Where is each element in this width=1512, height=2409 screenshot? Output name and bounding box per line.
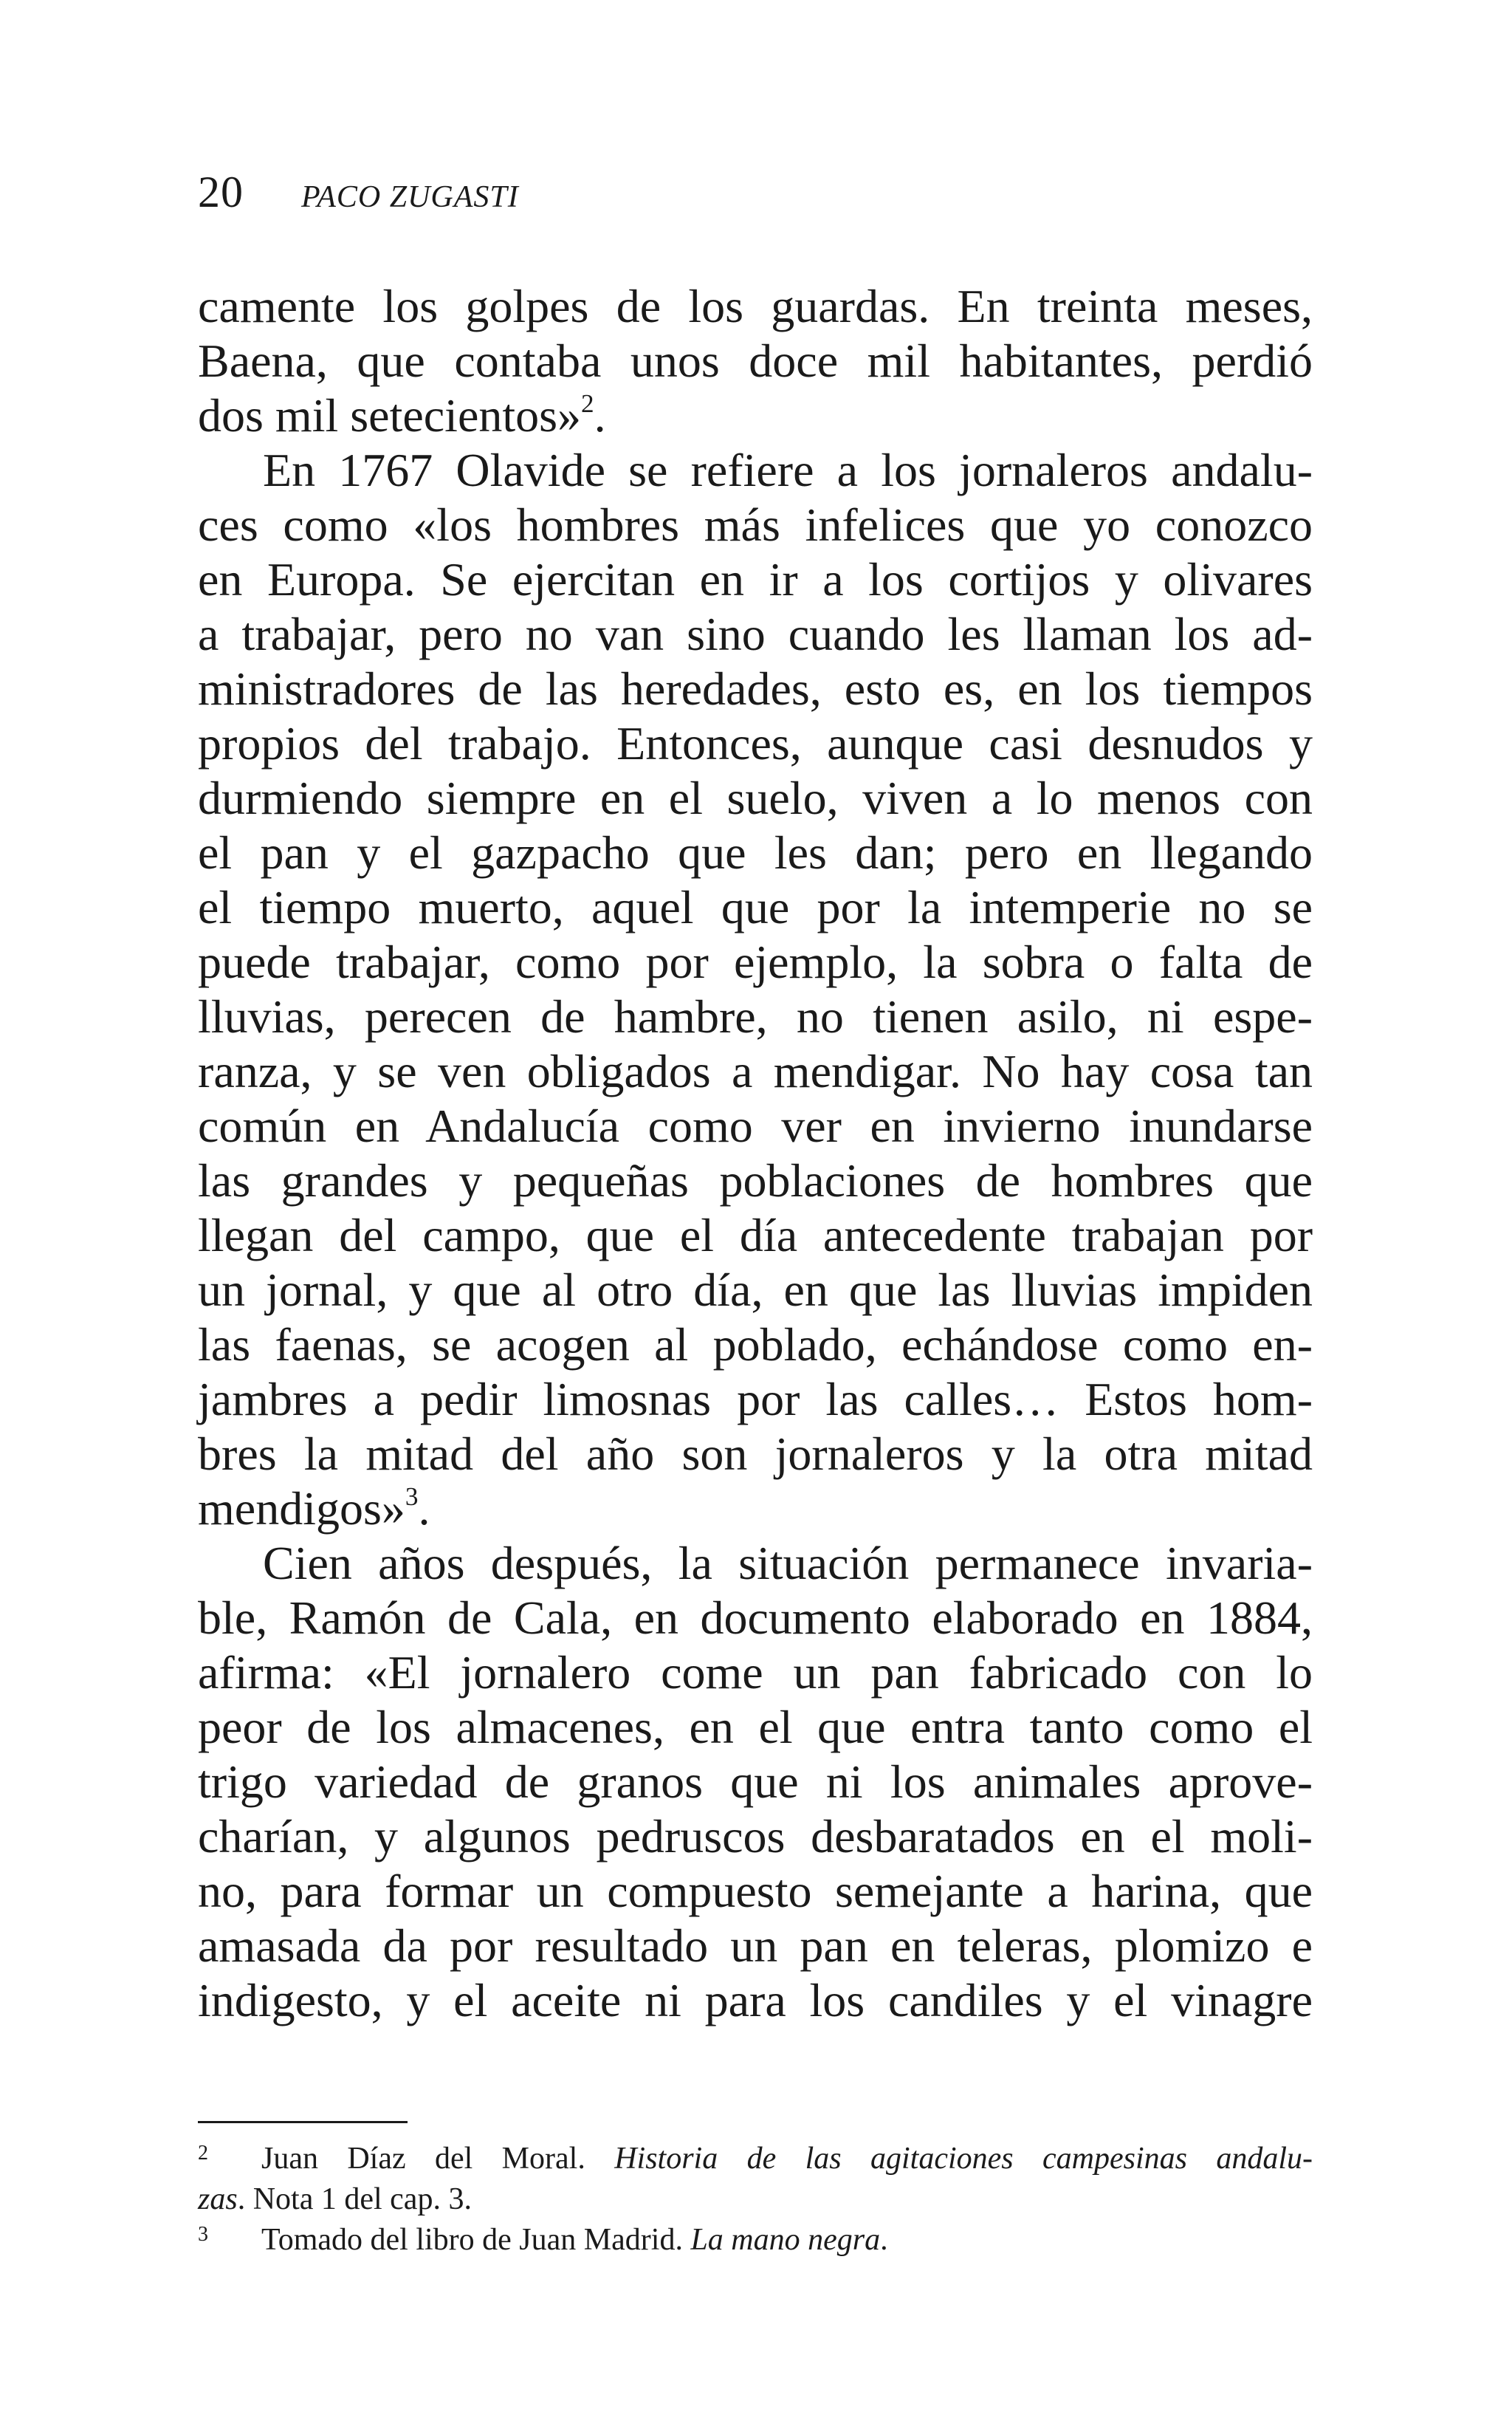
footnote-2-line-1 <box>198 2139 1313 2179</box>
text-line: ble, Ramón de Cala, en documento elaborado en 1884, <box>198 1591 1313 1644</box>
footnote-ref: 3 <box>405 1482 419 1512</box>
footnotes <box>198 2139 1313 2261</box>
text-line: puede trabajar, como por ejemplo, la sobra o falta de <box>198 936 1313 988</box>
text-line: peor de los almacenes, en el que entra tanto como el <box>198 1701 1313 1753</box>
text-line: ranza, y se ven obligados a mendigar. No hay cosa tan <box>198 1045 1313 1097</box>
footnote-title: La mano negra <box>690 2223 881 2257</box>
text-line: las grandes y pequeñas poblaciones de hombres que <box>198 1154 1313 1207</box>
text-line: bres la mitad del año son jornaleros y la otra mitad <box>198 1428 1313 1480</box>
text-line: llegan del campo, que el día antecedente trabajan por <box>198 1209 1313 1261</box>
footnote-text: Tomado del libro de Juan Madrid. <box>261 2223 691 2257</box>
text-segment: mendigos» <box>198 1482 405 1535</box>
text-line: en Europa. Se ejercitan en ir a los cortijos y olivares <box>198 553 1313 606</box>
footnote-number: 3 <box>198 2223 208 2246</box>
text-line: camente los golpes de los guardas. En treinta meses, <box>198 280 1313 332</box>
text-line: el pan y el gazpacho que les dan; pero en llegando <box>198 826 1313 879</box>
text-line: ministradores de las heredades, esto es, en los tiempos <box>198 662 1313 715</box>
text-line: jambres a pedir limosnas por las calles… Estos hom- <box>198 1373 1313 1425</box>
text-line: ces como «los hombres más infelices que yo conozco <box>198 498 1313 551</box>
text-line: común en Andalucía como ver en invierno inundarse <box>198 1100 1313 1152</box>
text-line: un jornal, y que al otro día, en que las lluvias impiden <box>198 1264 1313 1316</box>
page-number: 20 <box>198 168 244 216</box>
text-line: no, para formar un compuesto semejante a harina, que <box>198 1865 1313 1917</box>
text-line: trigo variedad de granos que ni los animales aprove- <box>198 1755 1313 1808</box>
text-line: a trabajar, pero no van sino cuando les llaman los ad- <box>198 608 1313 660</box>
text-segment: . <box>418 1482 430 1535</box>
text-line: amasada da por resultado un pan en teleras, plomizo e <box>198 1919 1313 1972</box>
text-line: lluvias, perecen de hambre, no tienen asilo, ni espe- <box>198 990 1313 1043</box>
text-line: durmiendo siempre en el suelo, viven a lo menos con <box>198 772 1313 824</box>
footnote-text: . Nota 1 del cap. 3. <box>237 2182 472 2216</box>
text-line: indigesto, y el aceite ni para los candiles y el vinagre <box>198 1974 1313 2026</box>
text-segment: . <box>594 389 606 442</box>
footnote-title: zas <box>198 2182 238 2216</box>
text-line: Cien años después, la situación permanece invaria- <box>263 1537 1313 1589</box>
footnote-number: 2 <box>198 2142 208 2165</box>
footnote-text: . <box>880 2223 888 2257</box>
footnote-2-line-2 <box>198 2179 1313 2220</box>
text-line: las faenas, se acogen al poblado, echándose como en- <box>198 1318 1313 1371</box>
footnote-ref: 2 <box>581 389 594 419</box>
footnote-author: Juan Díaz del Moral. <box>261 2142 615 2176</box>
page-header <box>198 167 519 226</box>
text-line: charían, y algunos pedruscos desbaratados en el moli- <box>198 1810 1313 1863</box>
running-head: PACO ZUGASTI <box>301 180 519 214</box>
text-segment: dos mil setecientos» <box>198 389 582 442</box>
footnote-title: Historia de las agitaciones campesinas andalu- <box>614 2142 1313 2176</box>
body-text <box>198 279 1313 2028</box>
text-line: En 1767 Olavide se refiere a los jornaleros andalu- <box>263 444 1313 496</box>
text-line <box>198 1481 1313 1536</box>
footnote-3 <box>198 2220 1313 2261</box>
book-page <box>198 0 1313 2409</box>
text-line: Baena, que contaba unos doce mil habitantes, perdió <box>198 335 1313 387</box>
text-line: propios del trabajo. Entonces, aunque casi desnudos y <box>198 717 1313 770</box>
text-line: afirma: «El jornalero come un pan fabricado con lo <box>198 1646 1313 1699</box>
text-line <box>198 388 1313 443</box>
text-line: el tiempo muerto, aquel que por la intemperie no se <box>198 881 1313 933</box>
footnote-separator <box>198 2121 408 2123</box>
